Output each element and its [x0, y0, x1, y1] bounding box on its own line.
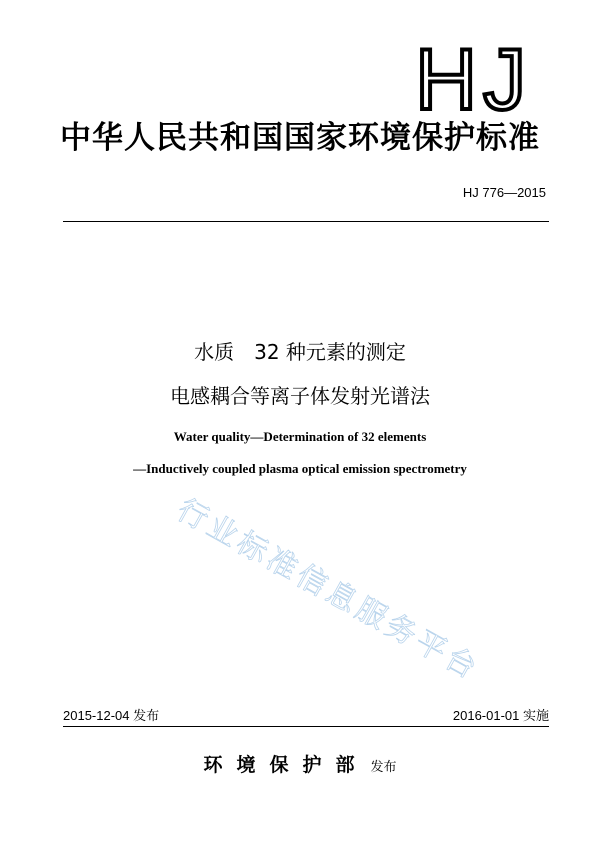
- standard-number: HJ 776—2015: [462, 185, 546, 200]
- hj-logo-graphic: [413, 37, 563, 117]
- footer-divider: [63, 726, 549, 727]
- issuing-authority: [0, 752, 600, 781]
- implementation-date: 2016-01-01 实施: [452, 708, 549, 723]
- hj-logo: [413, 37, 563, 117]
- ministry-suffix: 发布: [370, 760, 397, 775]
- title-chinese-line-1: 水质 32 种元素的测定: [194, 340, 406, 364]
- title-chinese-line-2: 电感耦合等离子体发射光谱法: [170, 384, 430, 408]
- header-divider: [63, 221, 549, 222]
- agency-name: 中华人民共和国国家环境保护标准: [60, 120, 540, 156]
- title-english-line-1: Water quality—Determination of 32 elements: [173, 429, 427, 444]
- issue-date: 2015-12-04 发布: [63, 708, 160, 723]
- hj-logo-text: HJ: [415, 37, 533, 117]
- ministry-name: 环境保护部: [203, 754, 369, 776]
- watermark: 行业标准信息服务平台: [171, 492, 486, 688]
- title-english-line-2: —Inductively coupled plasma optical emission spectrometry: [133, 461, 467, 476]
